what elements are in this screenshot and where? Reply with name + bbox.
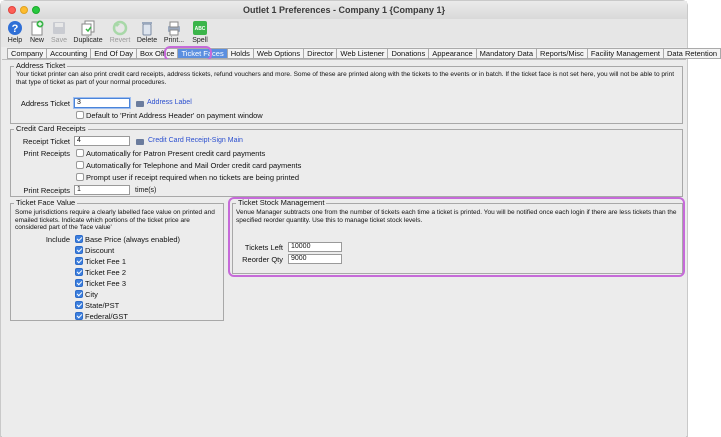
tab-mandatory-data[interactable]: Mandatory Data bbox=[477, 48, 537, 59]
close-window-button[interactable] bbox=[8, 6, 16, 14]
tab-data-retention[interactable]: Data Retention bbox=[664, 48, 721, 59]
federal-gst-checkbox[interactable] bbox=[75, 312, 83, 320]
tickets-left-label: Tickets Left bbox=[244, 243, 283, 252]
telephone-mail-checkbox[interactable] bbox=[76, 161, 84, 169]
ticket-face-value-description: Some jurisdictions require a clearly labelled face value on printed and emailed tickets. Indicate which portions of the ticket price are considered part of the 'face value' bbox=[15, 209, 215, 231]
tab-web-listener[interactable]: Web Listener bbox=[337, 48, 388, 59]
group-title: Credit Card Receipts bbox=[16, 124, 86, 133]
duplicate-icon bbox=[80, 20, 96, 36]
tab-appearance[interactable]: Appearance bbox=[429, 48, 476, 59]
svg-text:?: ? bbox=[11, 23, 19, 35]
lookup-icon[interactable] bbox=[136, 101, 144, 107]
address-ticket-input[interactable]: 3 bbox=[74, 98, 130, 108]
tab-donations[interactable]: Donations bbox=[388, 48, 429, 59]
window-title: Outlet 1 Preferences - Company 1 {Company 1} bbox=[242, 5, 446, 15]
svg-text:ABC: ABC bbox=[194, 26, 206, 32]
tab-holds[interactable]: Holds bbox=[228, 48, 254, 59]
ticket-fee-2-label: Ticket Fee 2 bbox=[85, 268, 126, 277]
ticket-fee-3-checkbox[interactable] bbox=[75, 279, 83, 287]
new-button[interactable]: New bbox=[27, 20, 47, 44]
tab-ticket-faces[interactable]: Ticket Faces bbox=[178, 48, 227, 59]
spell-button[interactable]: ABC Spell bbox=[189, 20, 211, 44]
base-price-checkbox[interactable] bbox=[75, 235, 83, 243]
ticket-fee-1-label: Ticket Fee 1 bbox=[85, 257, 126, 266]
lookup-icon[interactable] bbox=[136, 139, 144, 145]
save-button[interactable]: Save bbox=[49, 20, 69, 44]
toolbar bbox=[1, 19, 687, 47]
default-address-header-checkbox[interactable] bbox=[76, 111, 84, 119]
delete-button[interactable]: Delete bbox=[135, 20, 159, 44]
receipt-ticket-input[interactable]: 4 bbox=[74, 136, 130, 146]
discount-label: Discount bbox=[85, 246, 115, 255]
revert-icon bbox=[112, 20, 128, 36]
ticket-faces-panel bbox=[2, 59, 686, 437]
credit-card-receipt-link[interactable]: Credit Card Receipt-Sign Main bbox=[148, 137, 243, 144]
state-pst-label: State/PST bbox=[85, 301, 120, 310]
duplicate-button[interactable]: Duplicate bbox=[72, 20, 104, 44]
reorder-qty-input[interactable]: 9000 bbox=[288, 254, 342, 264]
help-icon bbox=[7, 20, 23, 36]
print-receipts-label: Print Receipts bbox=[23, 149, 70, 158]
patron-present-label: Automatically for Patron Present credit card payments bbox=[86, 149, 266, 158]
group-title: Ticket Face Value bbox=[16, 198, 76, 207]
print-button[interactable]: Print... bbox=[162, 20, 186, 44]
tab-box-office[interactable]: Box Office bbox=[137, 48, 178, 59]
tab-bar bbox=[7, 48, 721, 59]
city-checkbox[interactable] bbox=[75, 290, 83, 298]
title-bar bbox=[1, 1, 687, 19]
credit-card-receipts-group bbox=[10, 124, 683, 197]
base-price-label: Base Price (always enabled) bbox=[85, 235, 181, 244]
receipt-ticket-label: Receipt Ticket bbox=[22, 137, 70, 146]
tab-end-of-day[interactable]: End Of Day bbox=[91, 48, 137, 59]
tab-company[interactable]: Company bbox=[7, 48, 47, 59]
prompt-user-label: Prompt user if receipt required when no tickets are being printed bbox=[86, 173, 300, 182]
tab-facility-management[interactable]: Facility Management bbox=[588, 48, 664, 59]
ticket-fee-3-label: Ticket Fee 3 bbox=[85, 279, 126, 288]
address-ticket-group bbox=[10, 61, 683, 124]
discount-checkbox[interactable] bbox=[75, 246, 83, 254]
revert-button[interactable]: Revert bbox=[109, 20, 131, 44]
ticket-face-value-group bbox=[10, 198, 224, 321]
reorder-qty-label: Reorder Qty bbox=[242, 255, 283, 264]
telephone-mail-label: Automatically for Telephone and Mail Order credit card payments bbox=[86, 161, 302, 170]
trash-icon bbox=[139, 20, 155, 36]
federal-gst-label: Federal/GST bbox=[85, 312, 128, 321]
tab-web-options[interactable]: Web Options bbox=[254, 48, 304, 59]
prompt-user-checkbox[interactable] bbox=[76, 173, 84, 181]
tab-director[interactable]: Director bbox=[304, 48, 337, 59]
zoom-window-button[interactable] bbox=[32, 6, 40, 14]
ticket-stock-description: Venue Manager subtracts one from the number of tickets each time a ticket is printed. You will be notified once each login if there are less tickets than the specified reorder quantity. Use this to manage ticket stock levels. bbox=[236, 209, 677, 224]
state-pst-checkbox[interactable] bbox=[75, 301, 83, 309]
minimize-window-button[interactable] bbox=[20, 6, 28, 14]
address-label-link[interactable]: Address Label bbox=[147, 99, 192, 106]
tickets-left-input[interactable]: 10000 bbox=[288, 242, 342, 252]
city-label: City bbox=[85, 290, 98, 299]
ticket-stock-highlight bbox=[228, 197, 685, 277]
ticket-fee-2-checkbox[interactable] bbox=[75, 268, 83, 276]
group-title: Ticket Stock Management bbox=[238, 198, 325, 207]
default-address-header-label: Default to 'Print Address Header' on payment window bbox=[86, 111, 263, 120]
patron-present-checkbox[interactable] bbox=[76, 149, 84, 157]
include-label: Include bbox=[45, 235, 70, 244]
spell-check-icon bbox=[192, 20, 208, 36]
tab-reports-misc[interactable]: Reports/Misc bbox=[537, 48, 588, 59]
print-receipts-count-label: Print Receipts bbox=[23, 186, 70, 195]
help-button[interactable]: ? Help bbox=[4, 20, 26, 44]
new-icon bbox=[29, 20, 45, 36]
times-unit-label: time(s) bbox=[135, 187, 157, 194]
ticket-fee-1-checkbox[interactable] bbox=[75, 257, 83, 265]
group-title: Address Ticket bbox=[16, 61, 66, 70]
tab-accounting[interactable]: Accounting bbox=[47, 48, 91, 59]
address-ticket-label: Address Ticket bbox=[20, 99, 70, 108]
printer-icon bbox=[166, 20, 182, 36]
save-icon bbox=[51, 20, 67, 36]
address-ticket-description: Your ticket printer can also print credit card receipts, address tickets, refund vouchers and more. Some of these are printed along with the tickets to the events or in batch. If the ticket face is not set here, you will not be able to print that type of ticket as part of your normal procedures. bbox=[16, 71, 675, 86]
print-receipts-count-input[interactable]: 1 bbox=[74, 185, 130, 195]
